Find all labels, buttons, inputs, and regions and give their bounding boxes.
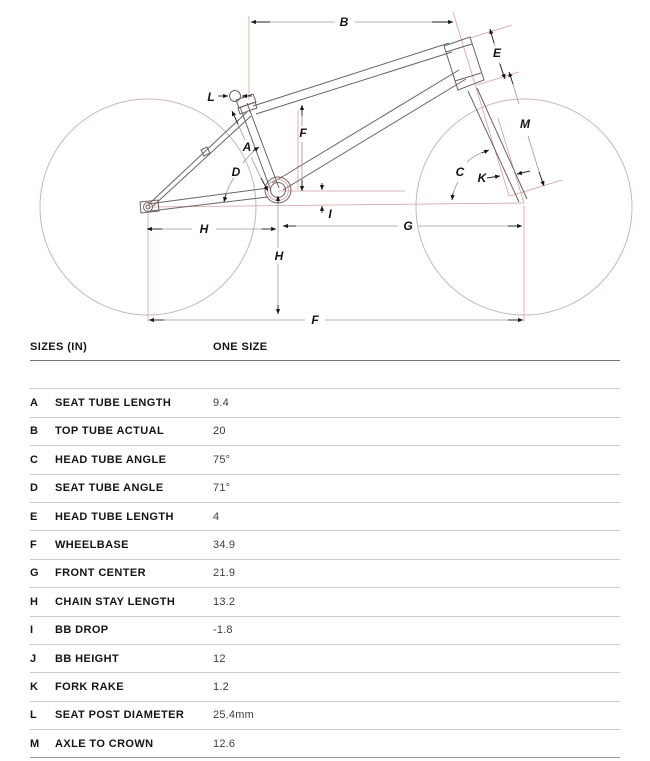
header-sizes: SIZES (IN) (30, 340, 88, 353)
table-row (30, 645, 620, 673)
row-label: FRONT CENTER (55, 567, 146, 580)
row-letter: L (30, 709, 38, 722)
row-label: SEAT POST DIAMETER (55, 709, 185, 722)
row-letter: K (30, 680, 39, 693)
label-seat-angle: D (231, 165, 241, 179)
row-label: BB DROP (55, 624, 109, 637)
row-letter: D (30, 482, 39, 495)
row-label: SEAT TUBE LENGTH (55, 397, 172, 410)
table-row (30, 361, 620, 389)
row-letter: C (30, 453, 39, 466)
row-value: 9.4 (213, 397, 229, 410)
row-value: -1.8 (213, 624, 233, 637)
row-label: CHAIN STAY LENGTH (55, 595, 176, 608)
label-bb-drop: I (328, 207, 332, 221)
label-bb-vertical: H (274, 249, 284, 263)
label-head-tube: E (492, 46, 502, 60)
row-letter: E (30, 510, 38, 523)
header-one-size: ONE SIZE (213, 340, 268, 353)
table-row (30, 560, 620, 588)
geometry-table (30, 333, 620, 758)
row-value: 21.9 (213, 567, 236, 580)
row-value: 20 (213, 425, 226, 438)
table-row (30, 617, 620, 645)
row-value: 1.2 (213, 680, 229, 693)
row-label: FORK RAKE (55, 680, 124, 693)
row-label: WHEELBASE (55, 539, 129, 552)
label-f-vertical: F (299, 126, 307, 140)
table-row (30, 446, 620, 474)
table-row (30, 475, 620, 503)
row-letter: M (30, 737, 40, 750)
row-label: HEAD TUBE LENGTH (55, 510, 174, 523)
seat-post-circle (230, 91, 241, 102)
table-row (30, 503, 620, 531)
label-front-center: G (403, 219, 413, 233)
table-body (30, 361, 620, 758)
row-letter: A (30, 397, 39, 410)
row-label: SEAT TUBE ANGLE (55, 482, 164, 495)
row-letter: F (30, 539, 38, 552)
label-fork-rake: K (477, 171, 487, 185)
row-label: TOP TUBE ACTUAL (55, 425, 165, 438)
label-wheelbase: F (311, 313, 319, 327)
table-row (30, 702, 620, 730)
label-top-tube: B (339, 15, 349, 29)
row-value: 25.4mm (213, 709, 254, 722)
row-value: 4 (213, 510, 220, 523)
table-row (30, 418, 620, 446)
table-row (30, 531, 620, 559)
label-chain-stay: H (199, 222, 209, 236)
row-value: 34.9 (213, 539, 236, 552)
row-label: BB HEIGHT (55, 652, 120, 665)
table-row (30, 673, 620, 701)
row-value: 12.6 (213, 737, 236, 750)
label-axle-crown: M (520, 117, 530, 131)
row-value: 71° (213, 482, 231, 495)
row-label: AXLE TO CROWN (55, 737, 154, 750)
row-value: 75° (213, 453, 231, 466)
row-letter: G (30, 567, 39, 580)
label-seat-post: L (207, 90, 215, 104)
row-value: 13.2 (213, 595, 236, 608)
table-row (30, 389, 620, 417)
label-head-angle: C (455, 165, 465, 179)
table-row (30, 730, 620, 758)
row-letter: H (30, 595, 39, 608)
table-row (30, 588, 620, 616)
row-letter: B (30, 425, 39, 438)
bike-geometry-diagram (0, 0, 650, 333)
table-header (30, 333, 620, 361)
row-letter: I (30, 624, 34, 637)
row-label: HEAD TUBE ANGLE (55, 453, 167, 466)
row-value: 12 (213, 652, 226, 665)
label-seat-tube: A (242, 140, 252, 154)
row-letter: J (30, 652, 37, 665)
